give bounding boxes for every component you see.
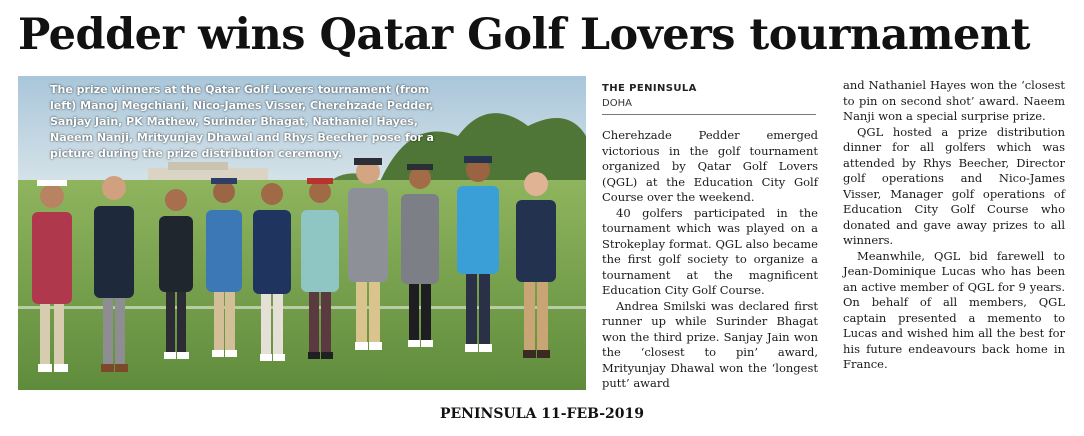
dateline: DOHA — [602, 98, 632, 109]
paragraph: Meanwhile, QGL bid farewell to Jean-Dominique Lucas who has been an active member of QGL for 9 years. On behalf of all members, QGL captain presented a memento to Lucas and wished him all the best for his future endeavours back home in France. — [843, 248, 1065, 371]
paragraph: 40 golfers participated in the tournament which was played on a Strokeplay format. QGL also became the first golf society to organize a tournament at the magnificent Education City Golf Course. — [602, 205, 818, 297]
paragraph: QGL hosted a prize distribution dinner for all golfers which was attended by Rhys Beecher, Director golf operations and Nico-James Visser, Manager golf operations of Education City Golf Course who donated and gave away prizes to all winners. — [843, 124, 1065, 247]
headline: Pedder wins Qatar Golf Lovers tournament — [18, 10, 1030, 60]
source-footer: PENINSULA 11-FEB-2019 — [439, 406, 644, 422]
group-photo — [18, 76, 586, 390]
paragraph: Andrea Smilski was declared first runner up while Surinder Bhagat won the third prize. Sanjay Jain won the ‘closest to pin’ award, Mrityunjay Dhawal won the ‘longest putt’ award — [602, 298, 818, 390]
byline-divider — [602, 114, 816, 115]
article-column-1 — [602, 128, 818, 392]
article-column-2 — [843, 78, 1065, 373]
paragraph: Cherehzade Pedder emerged victorious in the golf tournament organized by Qatar Golf Lovers (QGL) at the Education City Golf Course over the weekend. — [602, 128, 818, 204]
agency-name: THE PENINSULA — [602, 83, 697, 94]
paragraph: and Nathaniel Hayes won the ‘closest to pin on second shot’ award. Naeem Nanji won a special surprise prize. — [843, 78, 1065, 123]
photo-caption: The prize winners at the Qatar Golf Lovers tournament (from left) Manoj Megchiani, Nico-James Visser, Cherehzade Pedder, Sanjay Jain, PK Mathew, Surinder Bhagat, Nathaniel Hayes, Naeem Nanji, Mrityunjay Dhawal and Rhys Beecher pose for a picture during the prize distribution ceremony. — [50, 83, 434, 160]
